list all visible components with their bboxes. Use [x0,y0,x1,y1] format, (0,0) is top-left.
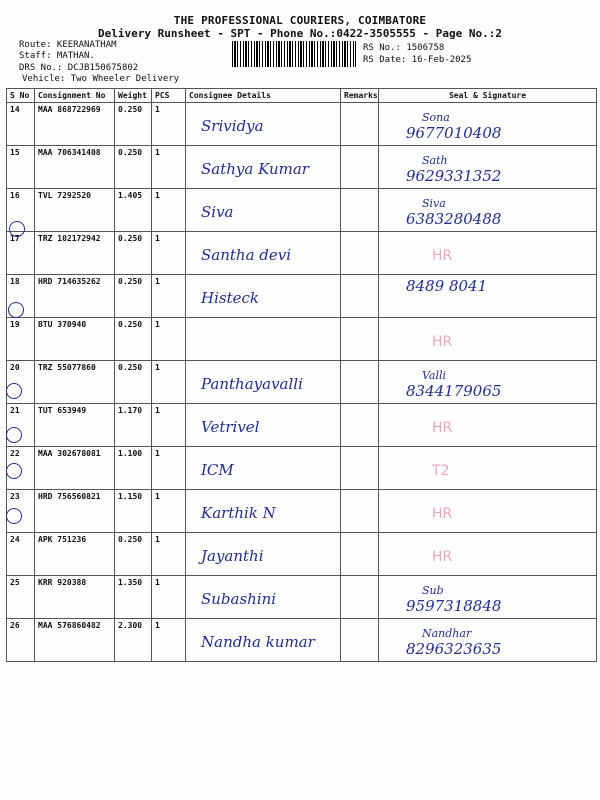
consignee-cell [186,447,341,490]
remarks-cell [341,318,379,361]
staff-label: Staff: MATHAN. [19,51,95,61]
weight-cell: 0.250 [115,361,152,404]
runsheet-table [6,88,597,662]
row-circle-mark [9,221,25,237]
signature-cell [379,275,597,318]
weight-cell: 0.250 [115,103,152,146]
runsheet-subtitle: Delivery Runsheet - SPT - Phone No.:0422-3505555 - Page No.:2 [98,27,502,40]
table-row [7,404,597,447]
weight-cell: 1.100 [115,447,152,490]
consignee-cell [186,275,341,318]
col-header-sno: S No [7,89,35,103]
row-circle-mark [8,302,24,318]
pcs-cell: 1 [152,490,186,533]
consignment-cell: MAA 302678081 [35,447,115,490]
consignment-cell: TVL 7292520 [35,189,115,232]
col-header-signature: Seal & Signature [379,89,597,103]
consignee-cell [186,404,341,447]
pcs-cell: 1 [152,404,186,447]
signature-cell [379,232,597,275]
sno-cell: 18 [7,275,35,318]
signature-cell [379,490,597,533]
sno-cell: 26 [7,619,35,662]
sno-cell: 19 [7,318,35,361]
signature-cell [379,361,597,404]
handwritten-phone: 9597318848 [406,597,502,615]
consignee-handwritten-name: ICM [201,461,234,479]
table-row [7,447,597,490]
consignee-cell [186,490,341,533]
rs-date: RS Date: 16-Feb-2025 [363,55,472,65]
col-header-remarks: Remarks [341,89,379,103]
consignee-handwritten-name: Vetrivel [201,418,260,436]
consignee-handwritten-name: Panthayavalli [201,375,303,393]
pcs-cell: 1 [152,361,186,404]
remarks-cell [341,232,379,275]
pcs-cell: 1 [152,189,186,232]
row-circle-mark [6,427,22,443]
consignee-handwritten-name: Nandha kumar [201,633,315,651]
consignment-cell: BTU 370940 [35,318,115,361]
consignment-cell: TRZ 55077860 [35,361,115,404]
pcs-cell: 1 [152,619,186,662]
barcode [232,41,356,67]
sno-cell: 20 [7,361,35,404]
consignee-handwritten-name: Histeck [201,289,259,307]
sno-cell: 25 [7,576,35,619]
consignee-cell [186,619,341,662]
consignee-cell [186,318,341,361]
remarks-cell [341,361,379,404]
row-circle-mark [6,463,22,479]
consignment-cell: TRZ 102172942 [35,232,115,275]
pcs-cell: 1 [152,447,186,490]
sno-cell: 21 [7,404,35,447]
remarks-cell [341,146,379,189]
weight-cell: 0.250 [115,232,152,275]
consignment-cell: MAA 868722969 [35,103,115,146]
sno-cell: 24 [7,533,35,576]
signature-cell [379,146,597,189]
table-row [7,275,597,318]
remarks-cell [341,619,379,662]
table-header-row [7,89,597,103]
handwritten-phone: 9629331352 [406,167,502,185]
signature-cell [379,576,597,619]
row-circle-mark [6,383,22,399]
row-circle-mark [6,508,22,524]
sno-cell: 15 [7,146,35,189]
sno-cell: 17 [7,232,35,275]
table-row [7,490,597,533]
table-row [7,103,597,146]
remarks-cell [341,533,379,576]
signature-cell [379,619,597,662]
handwritten-signature: Sona [422,111,450,124]
remarks-cell [341,275,379,318]
signature-cell [379,318,597,361]
company-title: THE PROFESSIONAL COURIERS, COIMBATORE [173,14,427,27]
consignment-cell: MAA 576860482 [35,619,115,662]
col-header-weight: Weight [115,89,152,103]
pcs-cell: 1 [152,275,186,318]
handwritten-signature: Siva [422,197,446,210]
consignee-handwritten-name: Srividya [201,117,264,135]
stamp-mark: HR [432,248,453,264]
weight-cell: 1.150 [115,490,152,533]
sno-cell: 23 [7,490,35,533]
table-row [7,361,597,404]
weight-cell: 1.350 [115,576,152,619]
remarks-cell [341,103,379,146]
handwritten-signature: Sath [422,154,448,167]
consignee-cell [186,576,341,619]
table-row [7,146,597,189]
route-label: Route: KEERANATHAM [19,40,117,50]
consignment-cell: TUT 653949 [35,404,115,447]
handwritten-signature: Valli [422,369,447,382]
pcs-cell: 1 [152,103,186,146]
pcs-cell: 1 [152,576,186,619]
remarks-cell [341,447,379,490]
consignee-cell [186,103,341,146]
sno-cell: 22 [7,447,35,490]
signature-cell [379,533,597,576]
stamp-mark: HR [432,506,453,522]
col-header-consignment: Consignment No [35,89,115,103]
handwritten-phone: 8296323635 [406,640,502,658]
consignment-cell: MAA 706341408 [35,146,115,189]
consignee-handwritten-name: Sathya Kumar [201,160,309,178]
signature-cell [379,447,597,490]
consignee-handwritten-name: Santha devi [201,246,292,264]
table-row [7,576,597,619]
sno-cell: 14 [7,103,35,146]
col-header-pcs: PCS [152,89,186,103]
remarks-cell [341,576,379,619]
handwritten-signature: Nandhar [422,627,472,640]
remarks-cell [341,490,379,533]
consignee-cell [186,361,341,404]
sno-cell: 16 [7,189,35,232]
signature-cell [379,189,597,232]
stamp-mark: HR [432,420,453,436]
consignment-cell: APK 751236 [35,533,115,576]
consignee-handwritten-name: Subashini [201,590,277,608]
handwritten-phone: 8344179065 [406,382,502,400]
drs-number: DRS No.: DCJB150675802 [19,63,139,73]
weight-cell: 0.250 [115,146,152,189]
pcs-cell: 1 [152,533,186,576]
consignee-handwritten-name: Karthik N [201,504,276,522]
stamp-mark: HR [432,334,453,350]
pcs-cell: 1 [152,232,186,275]
vehicle-label: Vehicle: Two Wheeler Delivery [22,74,180,84]
weight-cell: 1.405 [115,189,152,232]
handwritten-phone: 9677010408 [406,124,502,142]
remarks-cell [341,404,379,447]
weight-cell: 0.250 [115,275,152,318]
table-row [7,533,597,576]
weight-cell: 0.250 [115,533,152,576]
stamp-mark: HR [432,549,453,565]
rs-number: RS No.: 1506758 [363,43,445,53]
consignee-cell [186,533,341,576]
signature-cell [379,404,597,447]
consignment-cell: HRD 714635262 [35,275,115,318]
consignee-cell [186,232,341,275]
weight-cell: 0.250 [115,318,152,361]
consignee-handwritten-name: Siva [201,203,234,221]
col-header-consignee: Consignee Details [186,89,341,103]
pcs-cell: 1 [152,146,186,189]
consignee-cell [186,146,341,189]
handwritten-phone: 8489 8041 [406,277,488,295]
handwritten-phone: 6383280488 [406,210,502,228]
weight-cell: 1.170 [115,404,152,447]
consignment-cell: KRR 920388 [35,576,115,619]
table-row [7,189,597,232]
consignee-cell [186,189,341,232]
table-row [7,619,597,662]
remarks-cell [341,189,379,232]
table-row [7,232,597,275]
consignee-handwritten-name: Jayanthi [201,547,264,565]
weight-cell: 2.300 [115,619,152,662]
consignment-cell: HRD 756560821 [35,490,115,533]
signature-cell [379,103,597,146]
stamp-mark: T2 [432,463,450,479]
handwritten-signature: Sub [422,584,444,597]
pcs-cell: 1 [152,318,186,361]
table-row [7,318,597,361]
